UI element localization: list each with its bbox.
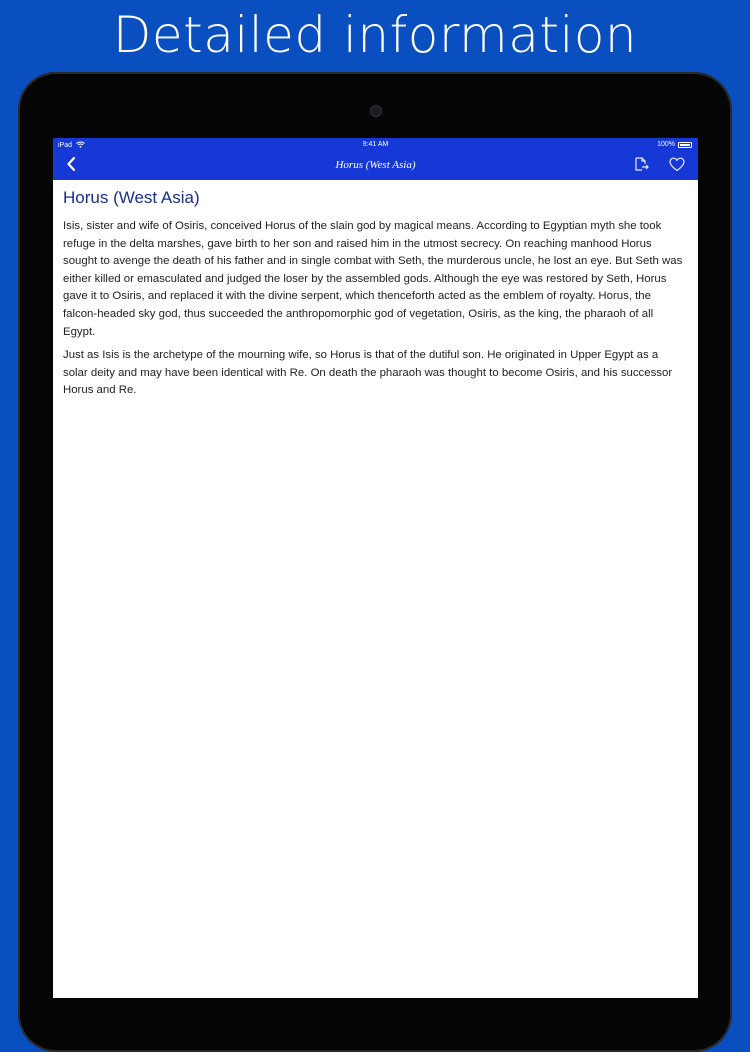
article-paragraph: Just as Isis is the archetype of the mourning wife, so Horus is that of the dutiful son. He originated in Upper Egypt as a solar deity and may have been identical with Re. On death the pharaoh was thought to become Osiris, and his successor Horus and Re. [63, 349, 673, 397]
app-screen [53, 138, 698, 998]
favorite-button[interactable] [668, 157, 686, 175]
navigation-bar [53, 152, 698, 180]
battery-percent: 100% [657, 141, 675, 148]
nav-actions [632, 157, 686, 175]
article-title: Horus (West Asia) [63, 188, 200, 207]
article-paragraph: Isis, sister and wife of Osiris, conceived Horus of the slain god by magical means. According to Egyptian myth she took refuge in the delta marshes, gave birth to her son and raised him in the utmost secrecy. On reaching manhood Horus sought to avenge the death of his father and in single combat with Seth, the murderous uncle, he lost an eye. But Seth was either killed or emasculated and judged the loser by the assembled gods. Although the eye was restored by Seth, Horus gave it to Osiris, and replaced it with the divine serpent, which thenceforth acted as the emblem of royalty. Horus, the falcon-headed sky god, thus succeeded the anthropomorphic god of vegetation, Osiris, as the king, the pharaoh of all Egypt. [63, 220, 683, 338]
status-time: 9:41 AM [362, 141, 389, 148]
article-content [63, 188, 685, 406]
heart-icon [669, 157, 685, 176]
promo-title: Detailed information [112, 6, 638, 64]
share-icon [633, 156, 649, 176]
device-label: iPad [58, 142, 73, 149]
tablet-frame [18, 72, 732, 1052]
status-bar [53, 138, 698, 152]
status-right [657, 141, 692, 148]
camera-dot [370, 105, 382, 117]
nav-title: Horus (West Asia) [335, 159, 416, 171]
share-button[interactable] [632, 157, 650, 175]
battery-icon [678, 142, 692, 148]
